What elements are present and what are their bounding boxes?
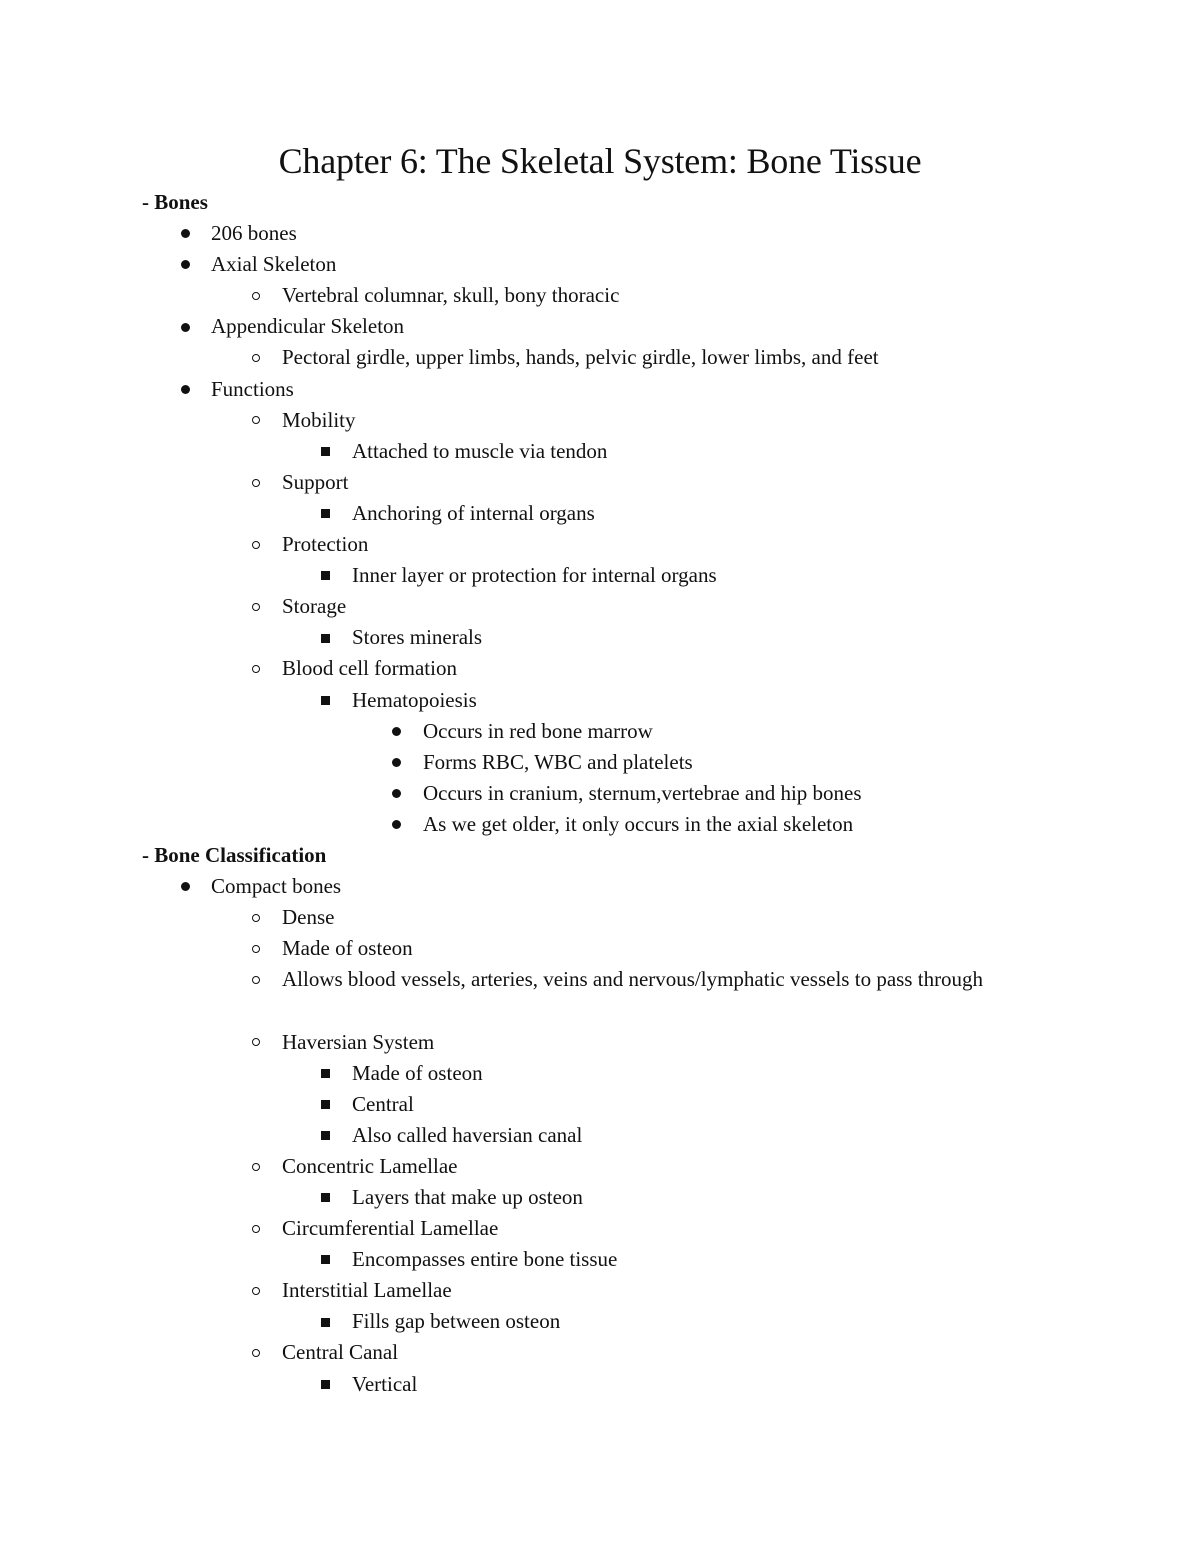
bullet-dot-icon [385, 809, 407, 840]
list-item [0, 591, 1200, 622]
list-item-text: Compact bones [211, 874, 342, 899]
bullet-circle-icon [245, 1337, 267, 1368]
list-item-text: Occurs in red bone marrow [423, 718, 653, 743]
list-item [0, 716, 1200, 747]
list-item [0, 1275, 1200, 1306]
bullet-circle-icon [245, 405, 267, 436]
list-item-text: Occurs in cranium, sternum,vertebrae and hip bones [423, 780, 862, 805]
bullet-dot-icon [174, 249, 196, 280]
section-heading-text: - Bone Classification [142, 842, 327, 867]
bullet-square-icon [314, 1369, 336, 1400]
list-item [0, 1058, 1200, 1089]
list-item [0, 1089, 1200, 1120]
list-item-text: Axial Skeleton [211, 252, 337, 277]
bullet-square-icon [314, 498, 336, 529]
bullet-circle-icon [245, 1151, 267, 1182]
list-item [0, 1182, 1200, 1213]
list-item [0, 1306, 1200, 1337]
list-item [0, 809, 1200, 840]
section-heading-text: - Bones [142, 190, 208, 214]
list-item-text: Central [352, 1091, 414, 1116]
list-item-text: 206 bones [211, 221, 297, 246]
bullet-dot-icon [174, 218, 196, 249]
list-item [0, 1337, 1200, 1368]
list-item-text: Allows blood vessels, arteries, veins and nervous/lymphatic vessels to pass through [282, 967, 984, 992]
list-item-text: Hematopoiesis [352, 687, 477, 712]
list-item-text: Dense [282, 905, 335, 930]
list-item [0, 622, 1200, 653]
bullet-circle-icon [245, 933, 267, 964]
list-item-text: Support [282, 469, 349, 494]
bullet-square-icon [314, 1089, 336, 1120]
list-item [0, 1120, 1200, 1151]
bullet-square-icon [314, 685, 336, 716]
bullet-square-icon [314, 1058, 336, 1089]
list-item-text: Also called haversian canal [352, 1122, 583, 1147]
bullet-square-icon [314, 1182, 336, 1213]
list-item-text: Fills gap between osteon [352, 1309, 561, 1334]
bullet-circle-icon [245, 1275, 267, 1306]
list-item-text: Forms RBC, WBC and platelets [423, 749, 693, 774]
bullet-square-icon [314, 1244, 336, 1275]
bullet-dot-icon [174, 871, 196, 902]
list-item [0, 218, 1200, 249]
bullet-square-icon [314, 1306, 336, 1337]
bullet-dot-icon [385, 716, 407, 747]
list-item-text: Encompasses entire bone tissue [352, 1247, 618, 1272]
list-item [0, 685, 1200, 716]
list-item-text: Protection [282, 532, 369, 557]
list-item [0, 1151, 1200, 1182]
list-item [0, 1213, 1200, 1244]
list-item-text: Attached to muscle via tendon [352, 438, 608, 463]
bullet-square-icon [314, 436, 336, 467]
list-item-text: Made of osteon [282, 936, 413, 961]
list-item-text: Storage [282, 594, 347, 619]
bullet-circle-icon [245, 529, 267, 560]
list-item [0, 498, 1200, 529]
list-item [0, 311, 1200, 342]
list-item [0, 529, 1200, 560]
list-item-text: Pectoral girdle, upper limbs, hands, pelvic girdle, lower limbs, and feet [282, 345, 879, 370]
bullet-dot-icon [174, 374, 196, 405]
bullet-circle-icon [245, 902, 267, 933]
section-heading [0, 840, 1200, 871]
list-item [0, 280, 1200, 311]
bullet-circle-icon [245, 280, 267, 311]
list-item-text: As we get older, it only occurs in the axial skeleton [423, 811, 854, 836]
list-item-text: Made of osteon [352, 1060, 483, 1085]
list-item-text: Circumferential Lamellae [282, 1216, 499, 1241]
list-item-text: Blood cell formation [282, 656, 457, 681]
bullet-dot-icon [385, 747, 407, 778]
list-item-text: Appendicular Skeleton [211, 314, 405, 339]
bullet-square-icon [314, 560, 336, 591]
bullet-circle-icon [245, 1027, 267, 1058]
list-item [0, 902, 1200, 933]
list-item-text: Stores minerals [352, 625, 483, 650]
list-item [0, 653, 1200, 684]
bullet-square-icon [314, 1120, 336, 1151]
bullet-circle-icon [245, 964, 267, 995]
list-item-text: Central Canal [282, 1340, 399, 1365]
list-item-text: Concentric Lamellae [282, 1153, 458, 1178]
bullet-circle-icon [245, 591, 267, 622]
bullet-dot-icon [174, 311, 196, 342]
list-item [0, 933, 1200, 964]
bullet-square-icon [314, 622, 336, 653]
section-heading [0, 187, 1200, 218]
list-item-text: Vertebral columnar, skull, bony thoracic [282, 283, 620, 308]
list-item-text: Vertical [352, 1371, 418, 1396]
notes-outline [0, 187, 1200, 1400]
list-item [0, 374, 1200, 405]
bullet-circle-icon [245, 342, 267, 373]
bullet-circle-icon [245, 1213, 267, 1244]
bullet-dot-icon [385, 778, 407, 809]
list-item-text: Mobility [282, 407, 356, 432]
page-title: Chapter 6: The Skeletal System: Bone Tissue [278, 141, 922, 181]
bullet-circle-icon [245, 467, 267, 498]
list-item [0, 249, 1200, 280]
list-item [0, 560, 1200, 591]
list-item [0, 747, 1200, 778]
list-item-text: Layers that make up osteon [352, 1185, 583, 1209]
list-item [0, 1369, 1200, 1400]
list-item [0, 436, 1200, 467]
bullet-circle-icon [245, 653, 267, 684]
list-item-text: Inner layer or protection for internal organs [352, 563, 717, 588]
list-item [0, 964, 1200, 1026]
list-item [0, 342, 1200, 373]
list-item-text: Anchoring of internal organs [352, 500, 595, 525]
list-item [0, 467, 1200, 498]
list-item [0, 778, 1200, 809]
list-item-text: Interstitial Lamellae [282, 1278, 452, 1303]
list-item [0, 871, 1200, 902]
list-item [0, 405, 1200, 436]
list-item [0, 1027, 1200, 1058]
list-item-text: Functions [211, 376, 294, 401]
list-item [0, 1244, 1200, 1275]
list-item-text: Haversian System [282, 1029, 435, 1054]
